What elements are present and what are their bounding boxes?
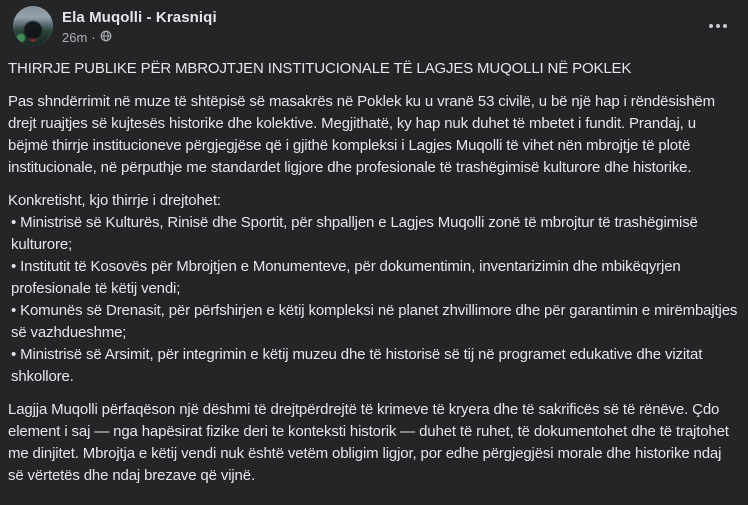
post-title: THIRRJE PUBLIKE PËR MBROJTJEN INSTITUCIONALE TË LAGJES MUQOLLI NË POKLEK	[8, 60, 632, 77]
bullet-item: • Ministrisë së Arsimit, për integrimin e këtij muzeu dhe të historisë së tij në programet edukative dhe vizitat shkollore.	[11, 346, 703, 385]
post-content	[0, 54, 748, 487]
meta-separator: ·	[91, 29, 96, 45]
post-meta	[62, 29, 217, 46]
post-paragraph-1: Pas shndërrimit në muze të shtëpisë së masakrës në Poklek ku u vranë 53 civilë, u bë një hap i rëndësishëm drejt ruajtjes së kujtesës historike dhe kolektive. Megjithatë, ky hap nuk duhet të mbetet i fundit. Prandaj, u bëjmë thirrje institucioneve përgjegjëse që i gjithë kompleksi i Lagjes Muqolli të vihet nën mbrojtje të plotë institucionale, në përputhje me standardet ligjore dhe profesionale të trashëgimisë kulturore dhe historike.	[8, 93, 715, 176]
post-list-intro: Konkretisht, kjo thirrje i drejtohet:	[8, 192, 221, 209]
avatar[interactable]	[13, 6, 53, 46]
more-options-button[interactable]	[702, 12, 734, 40]
post-paragraph-2: Lagjja Muqolli përfaqëson një dëshmi të drejtpërdrejtë të krimeve të kryera dhe të sakrificës së të rënëve. Çdo element i saj — nga hapësirat fizike deri te konteksti historik — duhet të ruhet, të dokumentohet dhe të trajtohet me dinjitet. Mbrojtja e këtij vendi nuk është vetëm obligim ligjor, por edhe përgjegjësi morale dhe historike ndaj së vërtetës dhe ndaj brezave që vijnë.	[8, 401, 729, 484]
author-name[interactable]: Ela Muqolli - Krasniqi	[62, 9, 217, 26]
globe-icon	[100, 30, 112, 46]
post-header	[0, 0, 748, 54]
header-text	[62, 6, 217, 46]
post-list-section	[8, 190, 740, 388]
bullet-item: • Ministrisë së Kulturës, Rinisë dhe Sportit, për shpalljen e Lagjes Muqolli zonë të mbrojtur të trashëgimisë kulturore;	[11, 214, 698, 253]
post-bullet-list	[8, 212, 740, 388]
bullet-item: • Institutit të Kosovës për Mbrojtjen e Monumenteve, për dokumentimin, inventarizimin dhe mbikëqyrjen profesionale të këtij vendi;	[11, 258, 681, 297]
ellipsis-icon	[709, 24, 713, 28]
timestamp[interactable]: 26m	[62, 29, 88, 45]
bullet-item: • Komunës së Drenasit, për përfshirjen e këtij kompleksi në planet zhvillimore dhe për garantimin e mirëmbajtjes së vazhdueshme;	[11, 302, 738, 341]
